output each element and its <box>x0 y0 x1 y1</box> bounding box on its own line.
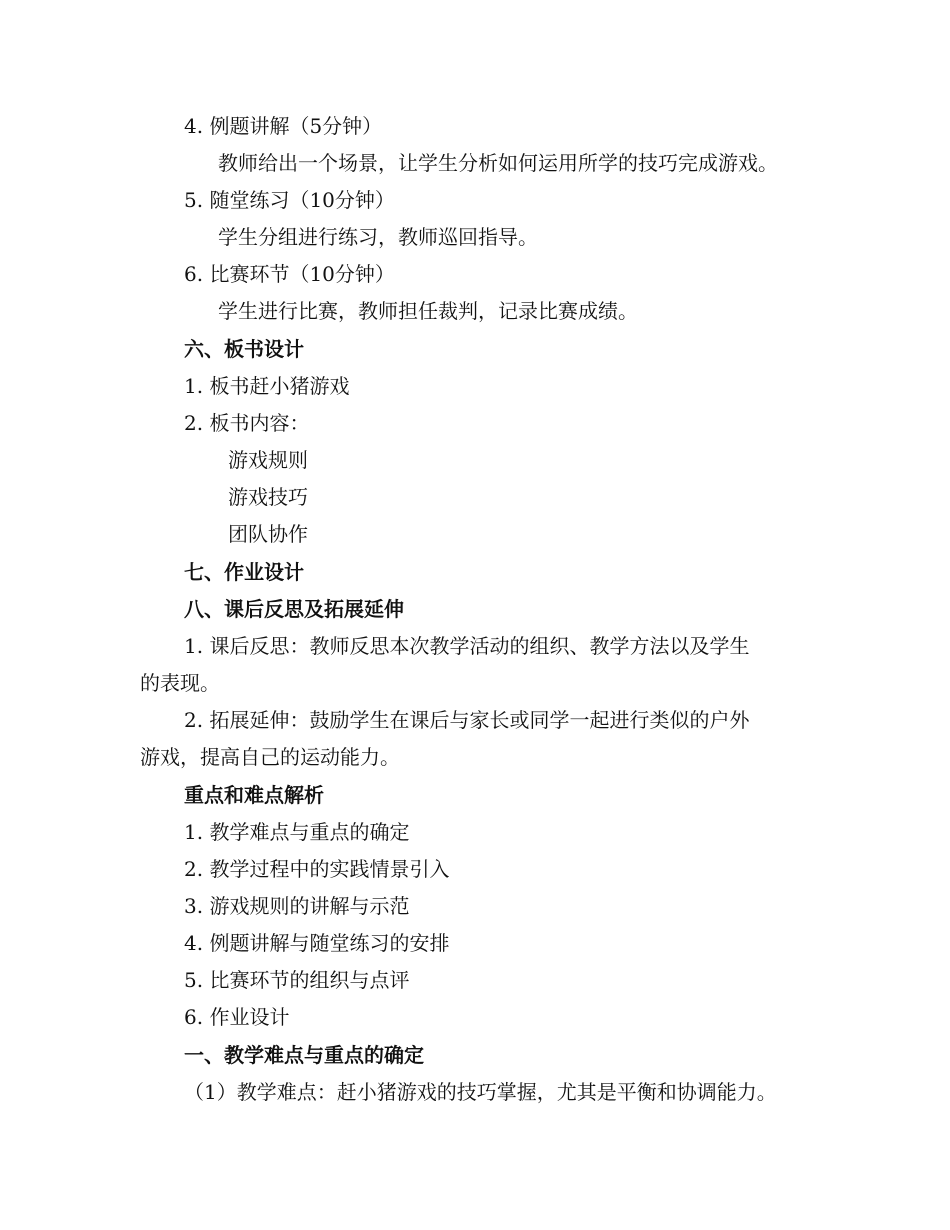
section-heading-board-design: 六、板书设计 <box>184 337 304 361</box>
list-item: 5. 比赛环节的组织与点评 <box>184 968 410 992</box>
paragraph-text: 的表现。 <box>140 671 220 695</box>
section-heading-key-points: 重点和难点解析 <box>184 783 324 807</box>
board-content-item: 团队协作 <box>228 522 308 546</box>
list-item: 2. 教学过程中的实践情景引入 <box>184 857 450 881</box>
section-heading-reflection: 八、课后反思及拓展延伸 <box>184 597 404 621</box>
section-heading-homework: 七、作业设计 <box>184 560 304 584</box>
paragraph-text: 学生分组进行练习，教师巡回指导。 <box>218 225 538 249</box>
list-item-practice: 5. 随堂练习（10分钟） <box>184 188 395 212</box>
list-item: 1. 板书赶小猪游戏 <box>184 374 350 398</box>
list-item-example-explanation: 4. 例题讲解（5分钟） <box>184 114 383 138</box>
list-item: 2. 板书内容： <box>184 411 310 435</box>
section-heading-difficulties: 一、教学难点与重点的确定 <box>184 1043 424 1067</box>
paragraph-text: （1）教学难点：赶小猪游戏的技巧掌握，尤其是平衡和协调能力。 <box>184 1080 777 1104</box>
paragraph-text: 1. 课后反思：教师反思本次教学活动的组织、教学方法以及学生 <box>184 634 750 658</box>
paragraph-text: 教师给出一个场景，让学生分析如何运用所学的技巧完成游戏。 <box>218 151 778 175</box>
list-item: 1. 教学难点与重点的确定 <box>184 820 410 844</box>
paragraph-text: 游戏，提高自己的运动能力。 <box>140 745 400 769</box>
paragraph-text: 学生进行比赛，教师担任裁判，记录比赛成绩。 <box>218 299 638 323</box>
paragraph-text: 2. 拓展延伸：鼓励学生在课后与家长或同学一起进行类似的户外 <box>184 708 750 732</box>
list-item: 4. 例题讲解与随堂练习的安排 <box>184 931 450 955</box>
list-item-competition: 6. 比赛环节（10分钟） <box>184 262 395 286</box>
list-item: 3. 游戏规则的讲解与示范 <box>184 894 410 918</box>
board-content-item: 游戏技巧 <box>228 485 308 509</box>
board-content-item: 游戏规则 <box>228 448 308 472</box>
list-item: 6. 作业设计 <box>184 1005 290 1029</box>
